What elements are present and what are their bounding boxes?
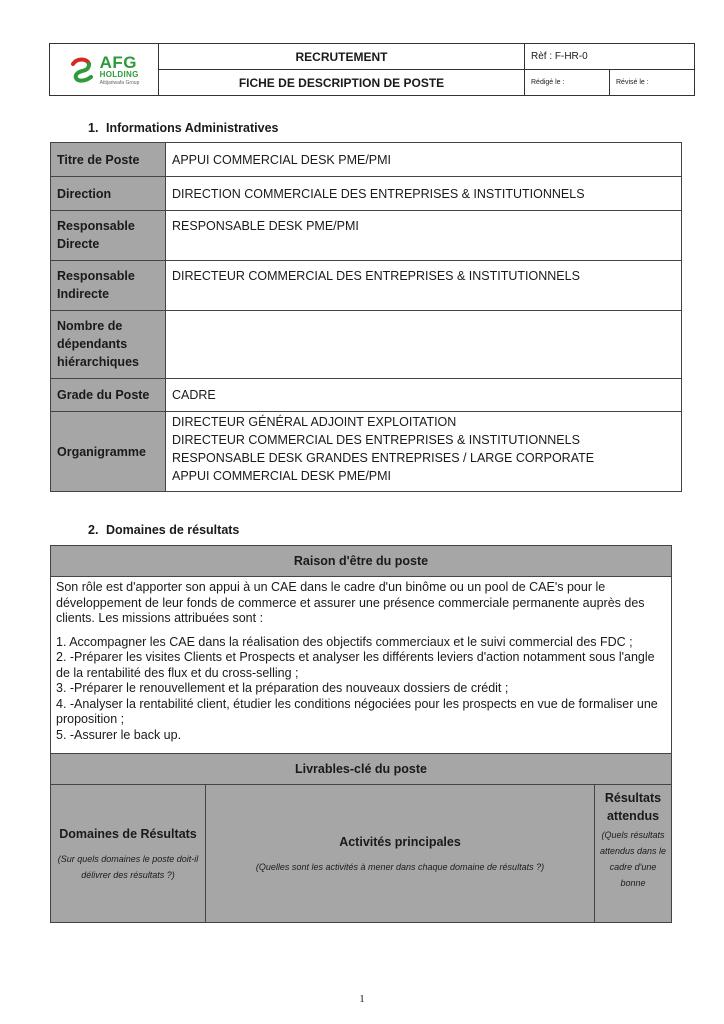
table-row [51, 261, 682, 311]
header-titles [159, 44, 525, 95]
col-domaines [51, 785, 206, 923]
admin-info-table [50, 142, 682, 492]
mission-item: 5. -Assurer le back up. [56, 727, 182, 742]
col-title: Résultats attendus [604, 791, 662, 823]
row-label: Grade du Poste [51, 379, 166, 412]
afg-logo [69, 54, 140, 86]
column-header-row [51, 785, 672, 923]
col-subtitle: (Sur quels domaines le poste doit-il délivrer des résultats ?) [57, 853, 199, 880]
col-title: Domaines de Résultats [59, 826, 197, 841]
row-label: Titre de Poste [51, 143, 166, 177]
header-title-recrutement: RECRUTEMENT [159, 44, 524, 70]
table-row [51, 143, 682, 177]
organigramme-line: DIRECTEUR COMMERCIAL DES ENTREPRISES & INSTITUTIONNELS [172, 433, 580, 447]
table-row [51, 211, 682, 261]
section-1-heading: 1. Informations Administratives [88, 121, 279, 135]
organigramme-line: APPUI COMMERCIAL DESK PME/PMI [172, 469, 392, 483]
raison-header: Raison d'être du poste [51, 546, 672, 577]
row-value: RESPONSABLE DESK PME/PMI [166, 211, 682, 261]
mission-item: 2. -Préparer les visites Clients et Prospects et analyser les différents leviers d'action notamment sous l'angle de la rentabilité des flux et du cross-selling ; [56, 650, 655, 680]
col-resultats [595, 785, 672, 923]
row-label: Direction [51, 177, 166, 211]
header-ref: Rèf : F-HR-0 [525, 44, 694, 70]
afg-logo-icon [69, 55, 97, 85]
row-value [166, 311, 682, 379]
mission-item: 4. -Analyser la rentabilité client, étudier les conditions négociées pour les prospects en vue de formaliser une proposition ; [56, 696, 658, 726]
section-2-heading: 2. Domaines de résultats [88, 523, 240, 537]
table-row [51, 379, 682, 412]
table-row [51, 311, 682, 379]
mission-item: 3. -Préparer le renouvellement et la préparation des nouveaux dossiers de crédit ; [56, 681, 509, 695]
col-subtitle: (Quels résultats attendus dans le cadre d'une bonne [599, 830, 667, 888]
col-activites [206, 785, 595, 923]
logo-cell [50, 44, 159, 95]
row-label: Responsable Indirecte [51, 261, 166, 311]
header-title-fiche: FICHE DE DESCRIPTION DE POSTE [238, 75, 445, 90]
results-table [50, 545, 672, 923]
header-meta [525, 44, 694, 95]
table-row [51, 177, 682, 211]
organigramme-values [166, 412, 682, 492]
col-subtitle: (Quelles sont les activités à mener dans chaque domaine de résultats ?) [255, 861, 545, 872]
header-revise: Révisé le : [616, 79, 649, 86]
mission-item: 1. Accompagner les CAE dans la réalisation des objectifs commerciaux et le suivi commercial des FDC ; [56, 634, 633, 649]
page-number: 1 [359, 993, 365, 1005]
row-label: Nombre de dépendants hiérarchiques [51, 311, 166, 379]
organigramme-line: RESPONSABLE DESK GRANDES ENTREPRISES / LARGE CORPORATE [172, 451, 595, 465]
logo-tagline: Attijariwafa Group [99, 79, 140, 86]
organigramme-line: DIRECTEUR GÉNÉRAL ADJOINT EXPLOITATION [172, 415, 457, 429]
row-value: DIRECTEUR COMMERCIAL DES ENTREPRISES & INSTITUTIONNELS [166, 261, 682, 311]
document-header [49, 43, 695, 96]
logo-holding: HOLDING [99, 69, 139, 79]
table-row [51, 412, 682, 492]
row-value: APPUI COMMERCIAL DESK PME/PMI [166, 143, 682, 177]
row-label: Responsable Directe [51, 211, 166, 261]
col-title: Activités principales [339, 834, 461, 849]
raison-intro: Son rôle est d'apporter son appui à un CAE dans le cadre d'un binôme ou un pool de CAE's pour le développement de leur fonds de commerce et assurer une présence commerciale permanente auprès des clients. Les missions attribuées sont : [56, 580, 645, 625]
row-label: Organigramme [51, 412, 166, 492]
row-value: CADRE [166, 379, 682, 412]
livrables-header: Livrables-clé du poste [51, 754, 672, 785]
header-redige: Rédigé le : [525, 70, 610, 95]
row-value: DIRECTION COMMERCIALE DES ENTREPRISES & INSTITUTIONNELS [166, 177, 682, 211]
logo-brand: AFG [99, 52, 138, 72]
raison-body [51, 577, 672, 754]
